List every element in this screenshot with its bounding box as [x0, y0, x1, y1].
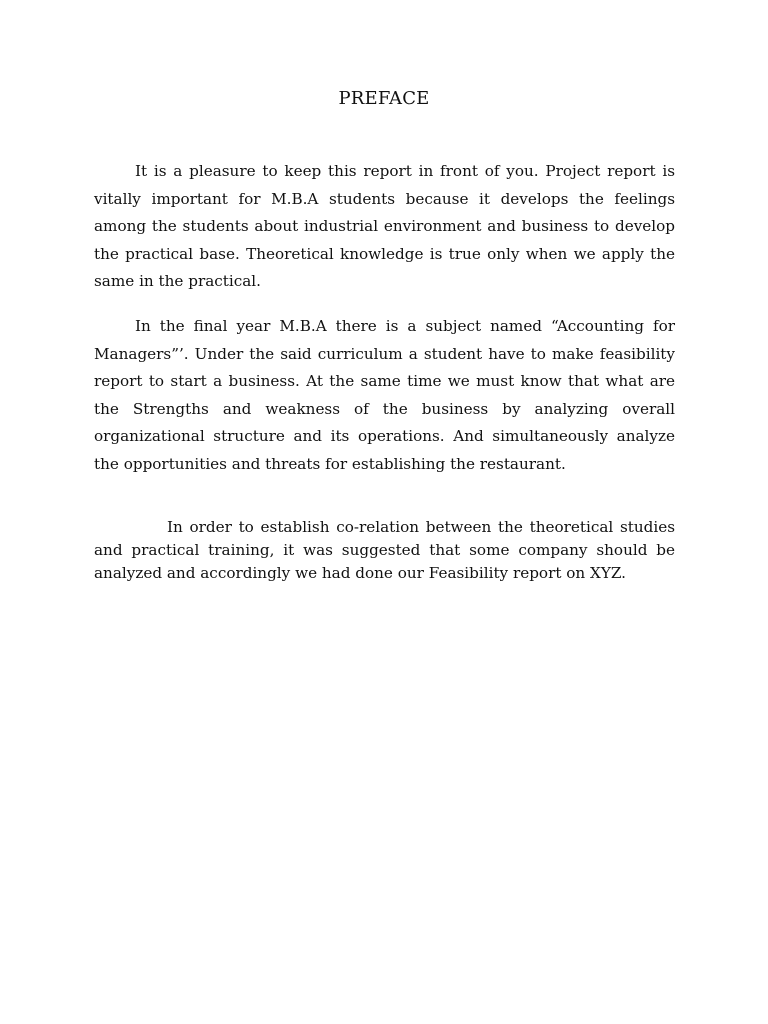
paragraph-3: In order to establish co-relation between the theoretical studies and practical training, it was suggested that some company should be analyzed and accordingly we had done our Feasibility report on XYZ.: [94, 518, 675, 582]
page-title: PREFACE: [338, 88, 430, 109]
paragraph-1: It is a pleasure to keep this report in front of you. Project report is vitally important for M.B.A students because it develops the feelings among the students about industrial environment and business to develop the practical base. Theoretical knowledge is true only when we apply the same in the practical.: [94, 162, 675, 291]
paragraph-2: In the final year M.B.A there is a subject named “Accounting for Managers”’. Under the said curriculum a student have to make feasibility report to start a business. At the same time we must know that what are the Strengths and weakness of the business by analyzing overall organizational structure and its operations. And simultaneously analyze the opportunities and threats for establishing the restaurant.: [94, 317, 675, 473]
